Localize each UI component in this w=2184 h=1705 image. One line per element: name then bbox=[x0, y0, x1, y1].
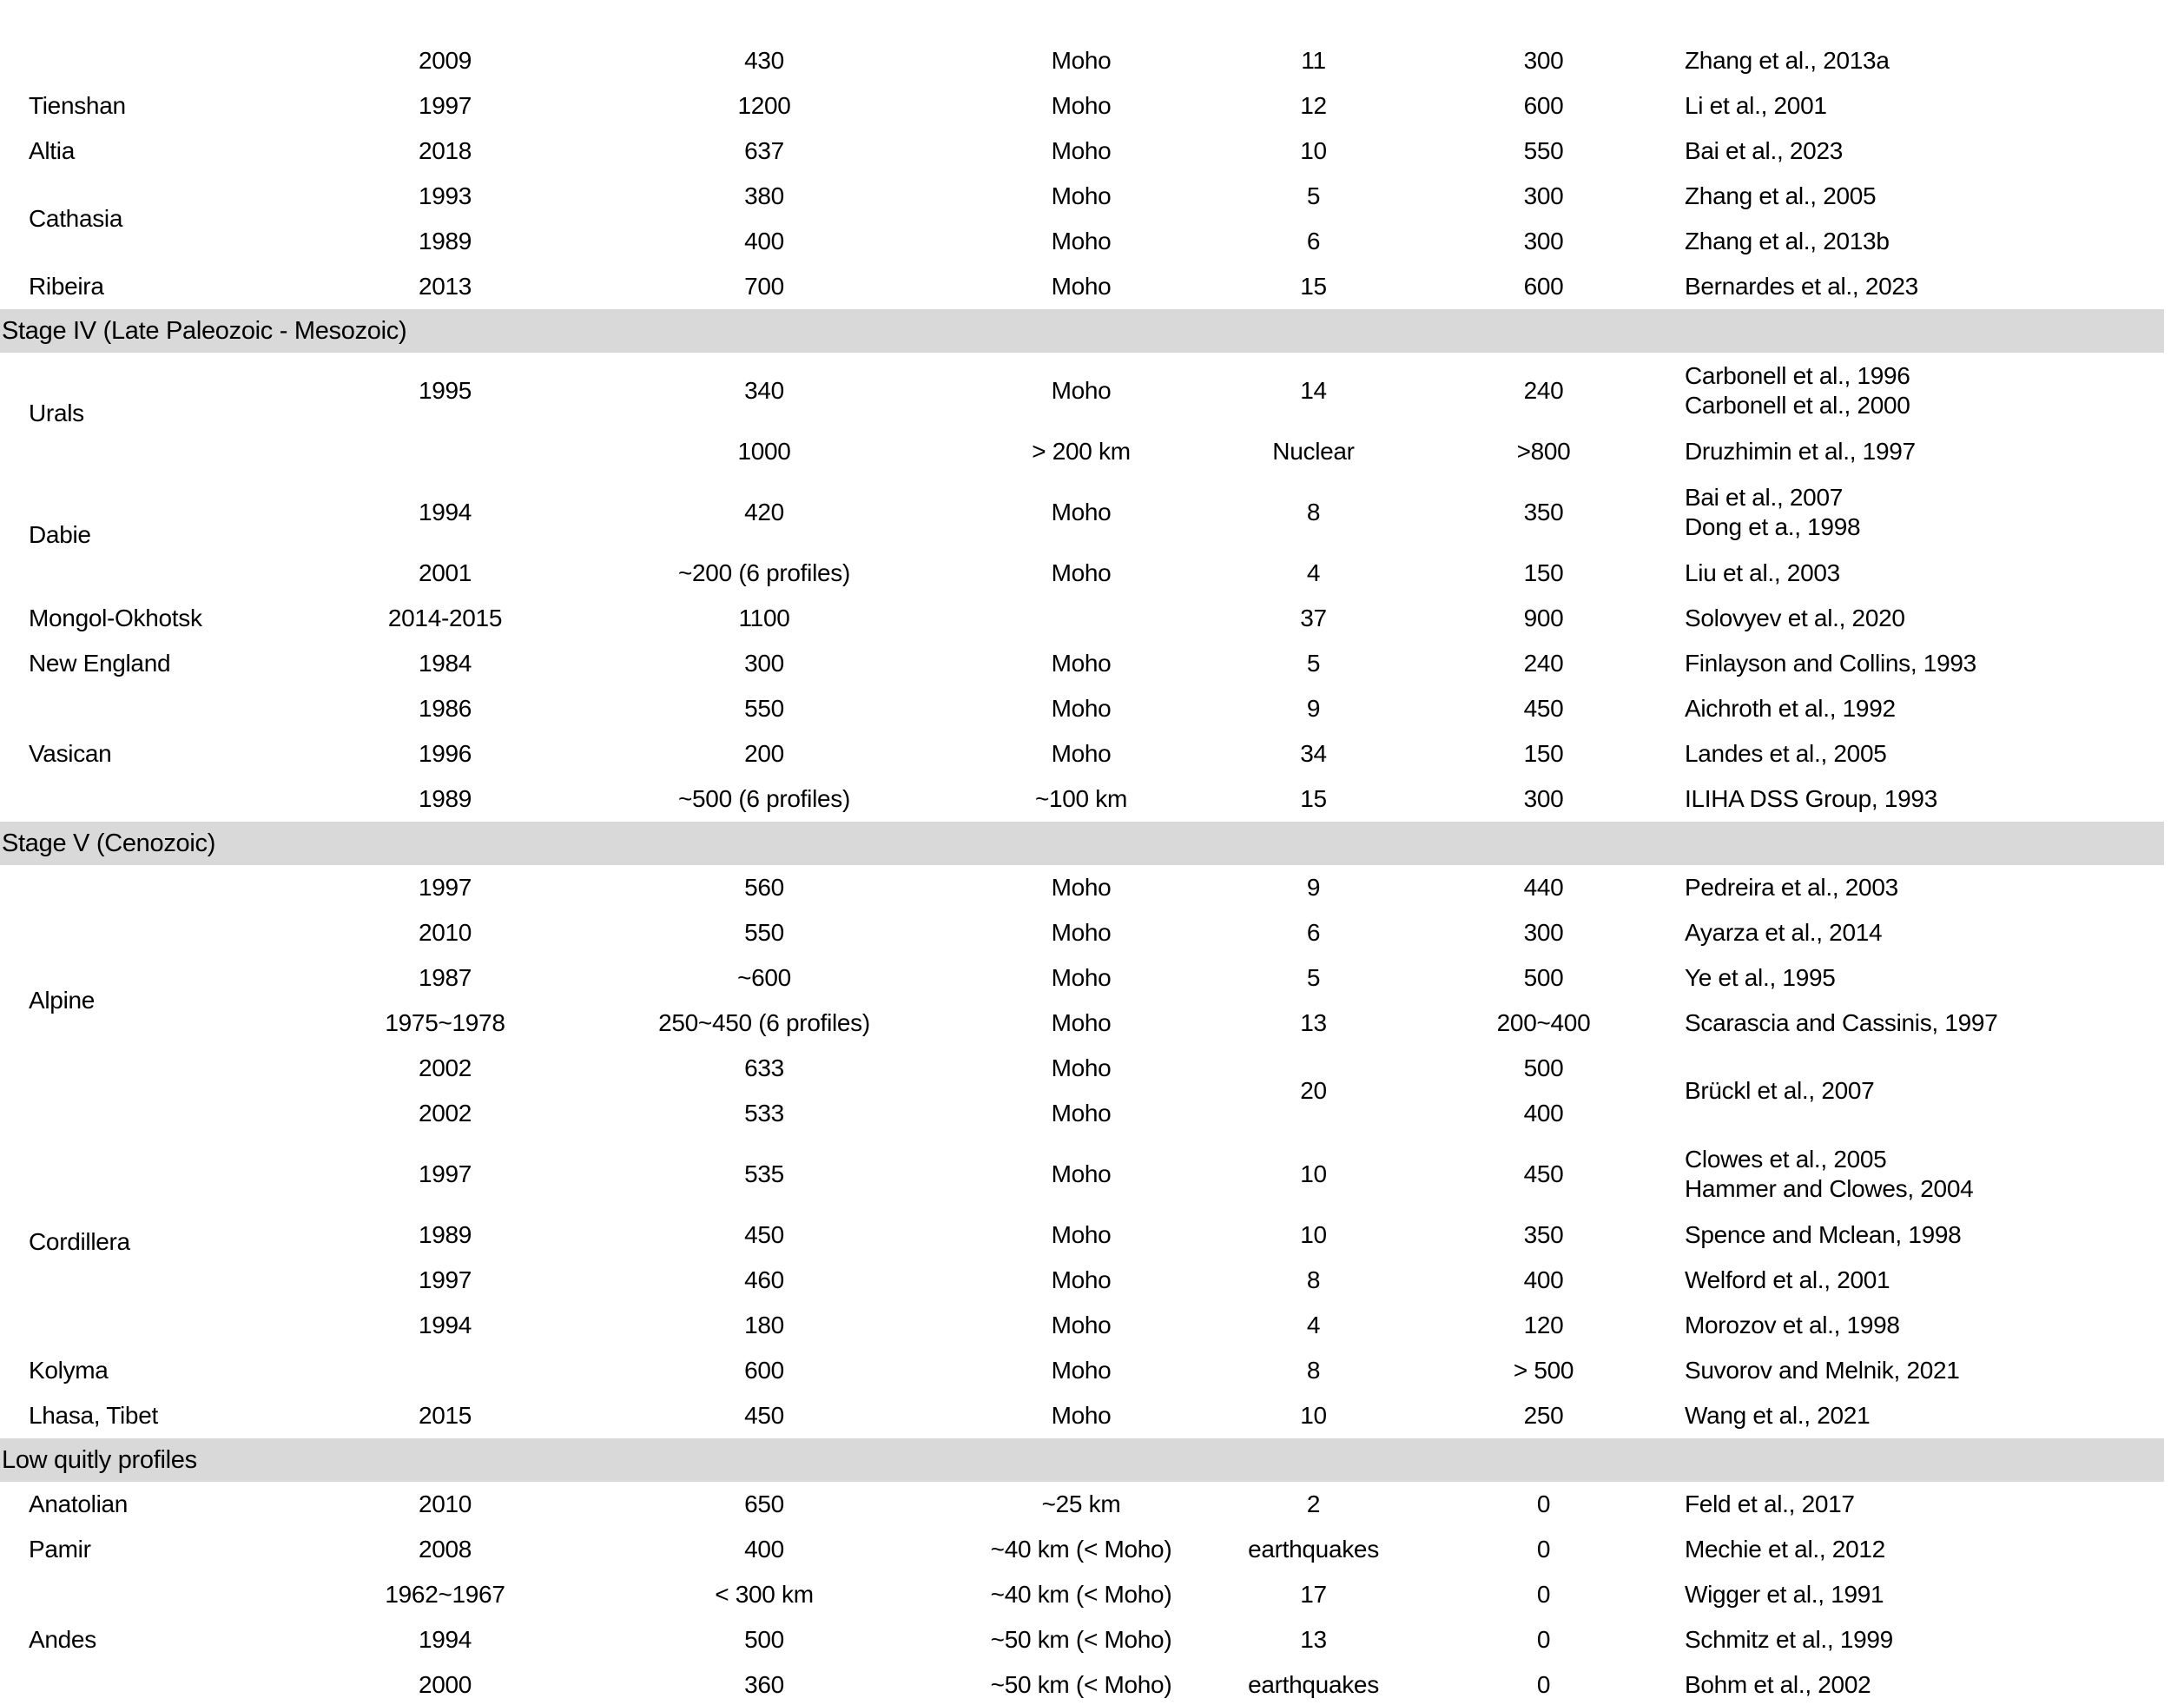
cell-depth: Moho bbox=[1051, 695, 1112, 722]
section-header-row bbox=[0, 822, 2164, 865]
cell-shots: 5 bbox=[1306, 650, 1321, 677]
cell-shots: 9 bbox=[1306, 695, 1321, 722]
table-row bbox=[0, 1046, 2164, 1091]
table-row bbox=[0, 174, 2164, 219]
cell-reference bbox=[1676, 1136, 2164, 1213]
cell-year: 2010 bbox=[418, 919, 472, 946]
reference-line: Bai et al., 2007 bbox=[1685, 484, 1843, 511]
cell-value: 150 bbox=[1523, 740, 1564, 767]
cell-region: Alpine bbox=[29, 987, 96, 1014]
cell-length: 700 bbox=[744, 273, 784, 300]
cell-depth: ~50 km (< Moho) bbox=[990, 1671, 1172, 1698]
cell-year: 2009 bbox=[418, 47, 472, 74]
table-row bbox=[0, 551, 2164, 596]
table-body bbox=[0, 38, 2164, 1705]
cell-shots: 2 bbox=[1306, 1490, 1321, 1517]
cell-region: Cordillera bbox=[29, 1228, 130, 1255]
cell-length: 650 bbox=[744, 1490, 784, 1517]
cell-depth: ~25 km bbox=[1041, 1490, 1121, 1517]
cell-year: 1989 bbox=[418, 785, 472, 812]
cell-reference: Bohm et al., 2002 bbox=[1685, 1671, 1871, 1698]
cell-depth bbox=[947, 596, 1216, 641]
cell-shots: 8 bbox=[1306, 499, 1321, 525]
table-row bbox=[0, 38, 2164, 83]
cell-reference: Ayarza et al., 2014 bbox=[1685, 919, 1883, 946]
cell-shots: 34 bbox=[1300, 740, 1327, 767]
cell-shots: earthquakes bbox=[1248, 1671, 1379, 1698]
cell-year: 1989 bbox=[418, 228, 472, 254]
cell-region bbox=[0, 38, 308, 83]
cell-year bbox=[308, 429, 582, 474]
cell-value: 300 bbox=[1523, 228, 1564, 254]
cell-depth: ~40 km (< Moho) bbox=[990, 1581, 1172, 1608]
cell-reference: Zhang et al., 2013b bbox=[1685, 228, 1890, 254]
seismic-profiles-table bbox=[0, 38, 2164, 1705]
cell-reference: Morozov et al., 1998 bbox=[1685, 1312, 1900, 1338]
cell-shots: 12 bbox=[1300, 92, 1327, 119]
cell-length: 430 bbox=[744, 47, 784, 74]
cell-shots: 20 bbox=[1300, 1077, 1327, 1104]
cell-shots: 6 bbox=[1306, 228, 1321, 254]
cell-shots: earthquakes bbox=[1248, 1536, 1379, 1563]
cell-shots: 37 bbox=[1300, 605, 1327, 631]
table-row bbox=[0, 1662, 2164, 1705]
table-row bbox=[0, 1303, 2164, 1348]
cell-year: 1997 bbox=[418, 1160, 472, 1187]
table-row bbox=[0, 219, 2164, 264]
cell-reference: Bai et al., 2023 bbox=[1685, 137, 1843, 164]
cell-value: 600 bbox=[1523, 92, 1564, 119]
cell-reference: Wigger et al., 1991 bbox=[1685, 1581, 1884, 1608]
cell-year: 1994 bbox=[418, 1626, 472, 1653]
reference-line: Dong et a., 1998 bbox=[1685, 513, 1861, 540]
cell-shots: 9 bbox=[1306, 874, 1321, 901]
table-row bbox=[0, 83, 2164, 129]
table-row bbox=[0, 1617, 2164, 1662]
table-row bbox=[0, 1393, 2164, 1438]
cell-depth: Moho bbox=[1051, 740, 1112, 767]
cell-value: 120 bbox=[1523, 1312, 1564, 1338]
cell-value: 400 bbox=[1523, 1266, 1564, 1293]
cell-shots: 10 bbox=[1300, 1160, 1327, 1187]
cell-reference: Ye et al., 1995 bbox=[1685, 964, 1836, 991]
cell-length: 380 bbox=[744, 182, 784, 209]
cell-value: 600 bbox=[1523, 273, 1564, 300]
cell-year: 2008 bbox=[418, 1536, 472, 1563]
cell-year: 1986 bbox=[418, 695, 472, 722]
table-row bbox=[0, 429, 2164, 474]
cell-region: Ribeira bbox=[29, 273, 104, 300]
cell-value: 500 bbox=[1523, 1054, 1564, 1081]
cell-depth: Moho bbox=[1051, 1357, 1112, 1384]
table-row bbox=[0, 129, 2164, 174]
cell-shots: 15 bbox=[1300, 273, 1327, 300]
cell-year: 2001 bbox=[418, 559, 472, 586]
cell-shots: 4 bbox=[1306, 559, 1321, 586]
cell-length: 637 bbox=[744, 137, 784, 164]
cell-length: 1100 bbox=[738, 605, 790, 631]
cell-reference: Bernardes et al., 2023 bbox=[1685, 273, 1918, 300]
cell-length: 420 bbox=[744, 499, 784, 525]
cell-shots: Nuclear bbox=[1272, 438, 1355, 465]
cell-value: 0 bbox=[1536, 1536, 1551, 1563]
cell-year: 1996 bbox=[418, 740, 472, 767]
table-row bbox=[0, 1348, 2164, 1393]
cell-depth: Moho bbox=[1051, 919, 1112, 946]
cell-reference: Mechie et al., 2012 bbox=[1685, 1536, 1885, 1563]
cell-region: Anatolian bbox=[29, 1490, 129, 1517]
cell-value: 350 bbox=[1523, 1221, 1564, 1248]
cell-shots: 15 bbox=[1300, 785, 1327, 812]
cell-region bbox=[0, 1572, 308, 1617]
cell-length: 1200 bbox=[737, 92, 791, 119]
cell-length: 550 bbox=[744, 695, 784, 722]
cell-depth: Moho bbox=[1051, 1100, 1112, 1127]
cell-shots: 5 bbox=[1306, 964, 1321, 991]
table-row bbox=[0, 1136, 2164, 1213]
cell-value: 900 bbox=[1523, 605, 1564, 631]
cell-reference bbox=[1676, 353, 2164, 429]
cell-value: > 500 bbox=[1513, 1357, 1574, 1384]
reference-line: Carbonell et al., 1996 bbox=[1685, 362, 1910, 389]
table-row bbox=[0, 596, 2164, 641]
cell-value: 440 bbox=[1523, 874, 1564, 901]
table-row bbox=[0, 686, 2164, 731]
cell-reference: Brückl et al., 2007 bbox=[1685, 1077, 1875, 1104]
cell-value: 300 bbox=[1523, 919, 1564, 946]
cell-length: ~500 (6 profiles) bbox=[677, 785, 850, 812]
cell-length: 500 bbox=[744, 1626, 784, 1653]
section-header-row bbox=[0, 1438, 2164, 1482]
cell-region: Dabie bbox=[29, 521, 91, 548]
cell-shots: 6 bbox=[1306, 919, 1321, 946]
cell-region: Altia bbox=[29, 137, 75, 164]
cell-depth: Moho bbox=[1051, 1221, 1112, 1248]
cell-value: 300 bbox=[1523, 47, 1564, 74]
cell-value: 550 bbox=[1523, 137, 1564, 164]
cell-length: 400 bbox=[744, 228, 784, 254]
cell-shots: 10 bbox=[1300, 1221, 1327, 1248]
cell-reference: Liu et al., 2003 bbox=[1685, 559, 1840, 586]
cell-reference: Spence and Mclean, 1998 bbox=[1685, 1221, 1962, 1248]
cell-year: 1975~1978 bbox=[385, 1009, 505, 1036]
cell-value: >800 bbox=[1516, 438, 1571, 465]
table-row bbox=[0, 777, 2164, 822]
cell-length: 450 bbox=[744, 1221, 784, 1248]
cell-value: 450 bbox=[1523, 1160, 1564, 1187]
cell-depth: Moho bbox=[1051, 1054, 1112, 1081]
table-row bbox=[0, 1213, 2164, 1258]
section-header: Low quitly profiles bbox=[0, 1438, 2164, 1482]
cell-region: Pamir bbox=[29, 1536, 91, 1563]
cell-depth: Moho bbox=[1051, 1009, 1112, 1036]
section-header: Stage IV (Late Paleozoic - Mesozoic) bbox=[0, 309, 2164, 353]
cell-length: 300 bbox=[744, 650, 784, 677]
table-row bbox=[0, 264, 2164, 309]
cell-region: Urals bbox=[29, 400, 84, 426]
cell-reference: Schmitz et al., 1999 bbox=[1685, 1626, 1893, 1653]
cell-value: 0 bbox=[1536, 1581, 1551, 1608]
table-row bbox=[0, 353, 2164, 429]
cell-year: 1994 bbox=[418, 499, 472, 525]
cell-year: 2000 bbox=[418, 1671, 472, 1698]
cell-depth: ~40 km (< Moho) bbox=[990, 1536, 1172, 1563]
cell-region: Andes bbox=[29, 1626, 96, 1653]
cell-depth: Moho bbox=[1051, 559, 1112, 586]
cell-shots: 13 bbox=[1300, 1009, 1327, 1036]
table-row bbox=[0, 474, 2164, 551]
cell-length: 400 bbox=[744, 1536, 784, 1563]
cell-region: Cathasia bbox=[29, 205, 123, 232]
cell-reference: Zhang et al., 2013a bbox=[1685, 47, 1890, 74]
cell-year: 2013 bbox=[418, 273, 472, 300]
cell-reference bbox=[1676, 474, 2164, 551]
cell-year: 2018 bbox=[418, 137, 472, 164]
cell-region: New England bbox=[29, 650, 171, 677]
cell-depth: Moho bbox=[1051, 1402, 1112, 1429]
table-row bbox=[0, 1527, 2164, 1572]
cell-value: 0 bbox=[1536, 1626, 1551, 1653]
cell-depth: Moho bbox=[1051, 964, 1112, 991]
cell-year: 1997 bbox=[418, 92, 472, 119]
cell-length: 360 bbox=[744, 1671, 784, 1698]
cell-value: 500 bbox=[1523, 964, 1564, 991]
cell-length: < 300 km bbox=[715, 1581, 814, 1608]
cell-depth: Moho bbox=[1051, 47, 1112, 74]
cell-year: 1987 bbox=[418, 964, 472, 991]
cell-length: 633 bbox=[744, 1054, 784, 1081]
cell-reference: Druzhimin et al., 1997 bbox=[1685, 438, 1916, 465]
cell-depth: Moho bbox=[1051, 137, 1112, 164]
cell-length: 533 bbox=[744, 1100, 784, 1127]
cell-value: 300 bbox=[1523, 785, 1564, 812]
cell-depth: Moho bbox=[1051, 377, 1112, 404]
cell-value: 200~400 bbox=[1496, 1009, 1591, 1036]
cell-shots: 4 bbox=[1306, 1312, 1321, 1338]
cell-year: 2002 bbox=[418, 1100, 472, 1127]
cell-length: 200 bbox=[744, 740, 784, 767]
reference-line: Clowes et al., 2005 bbox=[1685, 1146, 1887, 1173]
cell-region: Kolyma bbox=[29, 1357, 109, 1384]
cell-length: 250~450 (6 profiles) bbox=[658, 1009, 870, 1036]
table-row bbox=[0, 1482, 2164, 1527]
section-header: Stage V (Cenozoic) bbox=[0, 822, 2164, 865]
cell-year: 1995 bbox=[418, 377, 472, 404]
cell-region bbox=[0, 777, 308, 822]
cell-reference: Zhang et al., 2005 bbox=[1685, 182, 1877, 209]
cell-reference: Scarascia and Cassinis, 1997 bbox=[1685, 1009, 1998, 1036]
cell-year: 2014-2015 bbox=[387, 605, 503, 631]
cell-depth: Moho bbox=[1051, 1312, 1112, 1338]
cell-region: Lhasa, Tibet bbox=[29, 1402, 158, 1429]
cell-length: 550 bbox=[744, 919, 784, 946]
table-row bbox=[0, 1258, 2164, 1303]
table-row bbox=[0, 731, 2164, 777]
cell-reference: ILIHA DSS Group, 1993 bbox=[1685, 785, 1937, 812]
cell-length: 560 bbox=[744, 874, 784, 901]
cell-depth: Moho bbox=[1051, 228, 1112, 254]
cell-year: 2015 bbox=[418, 1402, 472, 1429]
cell-shots: 10 bbox=[1300, 1402, 1327, 1429]
cell-shots: 5 bbox=[1306, 182, 1321, 209]
cell-depth: ~100 km bbox=[1034, 785, 1128, 812]
cell-length: ~200 (6 profiles) bbox=[677, 559, 850, 586]
cell-year: 2010 bbox=[418, 1490, 472, 1517]
cell-depth: Moho bbox=[1051, 273, 1112, 300]
cell-year: 1997 bbox=[418, 1266, 472, 1293]
cell-value: 0 bbox=[1536, 1490, 1551, 1517]
cell-reference: Suvorov and Melnik, 2021 bbox=[1685, 1357, 1960, 1384]
cell-year: 1984 bbox=[418, 650, 472, 677]
cell-value: 0 bbox=[1536, 1671, 1551, 1698]
cell-region bbox=[0, 686, 308, 731]
cell-length: 460 bbox=[744, 1266, 784, 1293]
cell-reference: Feld et al., 2017 bbox=[1685, 1490, 1855, 1517]
cell-year: 2002 bbox=[418, 1054, 472, 1081]
cell-depth: Moho bbox=[1051, 92, 1112, 119]
cell-shots: 11 bbox=[1301, 47, 1326, 74]
table-row bbox=[0, 641, 2164, 686]
cell-reference: Wang et al., 2021 bbox=[1685, 1402, 1871, 1429]
cell-shots: 8 bbox=[1306, 1357, 1321, 1384]
cell-length: 180 bbox=[744, 1312, 784, 1338]
cell-year bbox=[308, 1348, 582, 1393]
table-row bbox=[0, 955, 2164, 1001]
cell-reference: Aichroth et al., 1992 bbox=[1685, 695, 1896, 722]
cell-shots: 10 bbox=[1300, 137, 1327, 164]
cell-length: ~600 bbox=[737, 964, 791, 991]
cell-depth: > 200 km bbox=[1032, 438, 1131, 465]
cell-value: 240 bbox=[1523, 377, 1564, 404]
cell-shots: 17 bbox=[1300, 1581, 1327, 1608]
table-row bbox=[0, 910, 2164, 955]
cell-depth: Moho bbox=[1051, 1160, 1112, 1187]
cell-shots: 13 bbox=[1300, 1626, 1327, 1653]
cell-depth: Moho bbox=[1051, 182, 1112, 209]
cell-length: 535 bbox=[744, 1160, 784, 1187]
cell-value: 450 bbox=[1523, 695, 1564, 722]
table-row bbox=[0, 865, 2164, 910]
cell-length: 340 bbox=[744, 377, 784, 404]
section-header-row bbox=[0, 309, 2164, 353]
cell-reference: Pedreira et al., 2003 bbox=[1685, 874, 1898, 901]
cell-depth: Moho bbox=[1051, 874, 1112, 901]
cell-reference: Li et al., 2001 bbox=[1685, 92, 1827, 119]
cell-reference: Solovyev et al., 2020 bbox=[1685, 605, 1905, 631]
cell-value: 400 bbox=[1523, 1100, 1564, 1127]
cell-year: 1994 bbox=[418, 1312, 472, 1338]
cell-length: 450 bbox=[744, 1402, 784, 1429]
cell-reference: Finlayson and Collins, 1993 bbox=[1685, 650, 1976, 677]
table-row bbox=[0, 1572, 2164, 1617]
cell-depth: ~50 km (< Moho) bbox=[990, 1626, 1172, 1653]
cell-year: 1997 bbox=[418, 874, 472, 901]
cell-depth: Moho bbox=[1051, 1266, 1112, 1293]
cell-region: Mongol-Okhotsk bbox=[29, 605, 202, 631]
cell-year: 1993 bbox=[418, 182, 472, 209]
cell-reference: Landes et al., 2005 bbox=[1685, 740, 1887, 767]
cell-year: 1989 bbox=[418, 1221, 472, 1248]
cell-year: 1962~1967 bbox=[385, 1581, 505, 1608]
cell-shots: 14 bbox=[1300, 377, 1327, 404]
cell-shots: 8 bbox=[1306, 1266, 1321, 1293]
cell-value: 250 bbox=[1523, 1402, 1564, 1429]
table-row bbox=[0, 1001, 2164, 1046]
cell-length: 1000 bbox=[737, 438, 791, 465]
cell-value: 150 bbox=[1523, 559, 1564, 586]
cell-region: Vasican bbox=[29, 740, 112, 767]
reference-line: Carbonell et al., 2000 bbox=[1685, 392, 1910, 419]
reference-line: Hammer and Clowes, 2004 bbox=[1685, 1175, 1974, 1202]
cell-value: 240 bbox=[1523, 650, 1564, 677]
cell-value: 350 bbox=[1523, 499, 1564, 525]
cell-reference: Welford et al., 2001 bbox=[1685, 1266, 1890, 1293]
cell-length: 600 bbox=[744, 1357, 784, 1384]
cell-region: Tienshan bbox=[29, 92, 126, 119]
cell-value: 300 bbox=[1523, 182, 1564, 209]
cell-depth: Moho bbox=[1051, 650, 1112, 677]
cell-depth: Moho bbox=[1051, 499, 1112, 525]
cell-region bbox=[0, 1662, 308, 1705]
